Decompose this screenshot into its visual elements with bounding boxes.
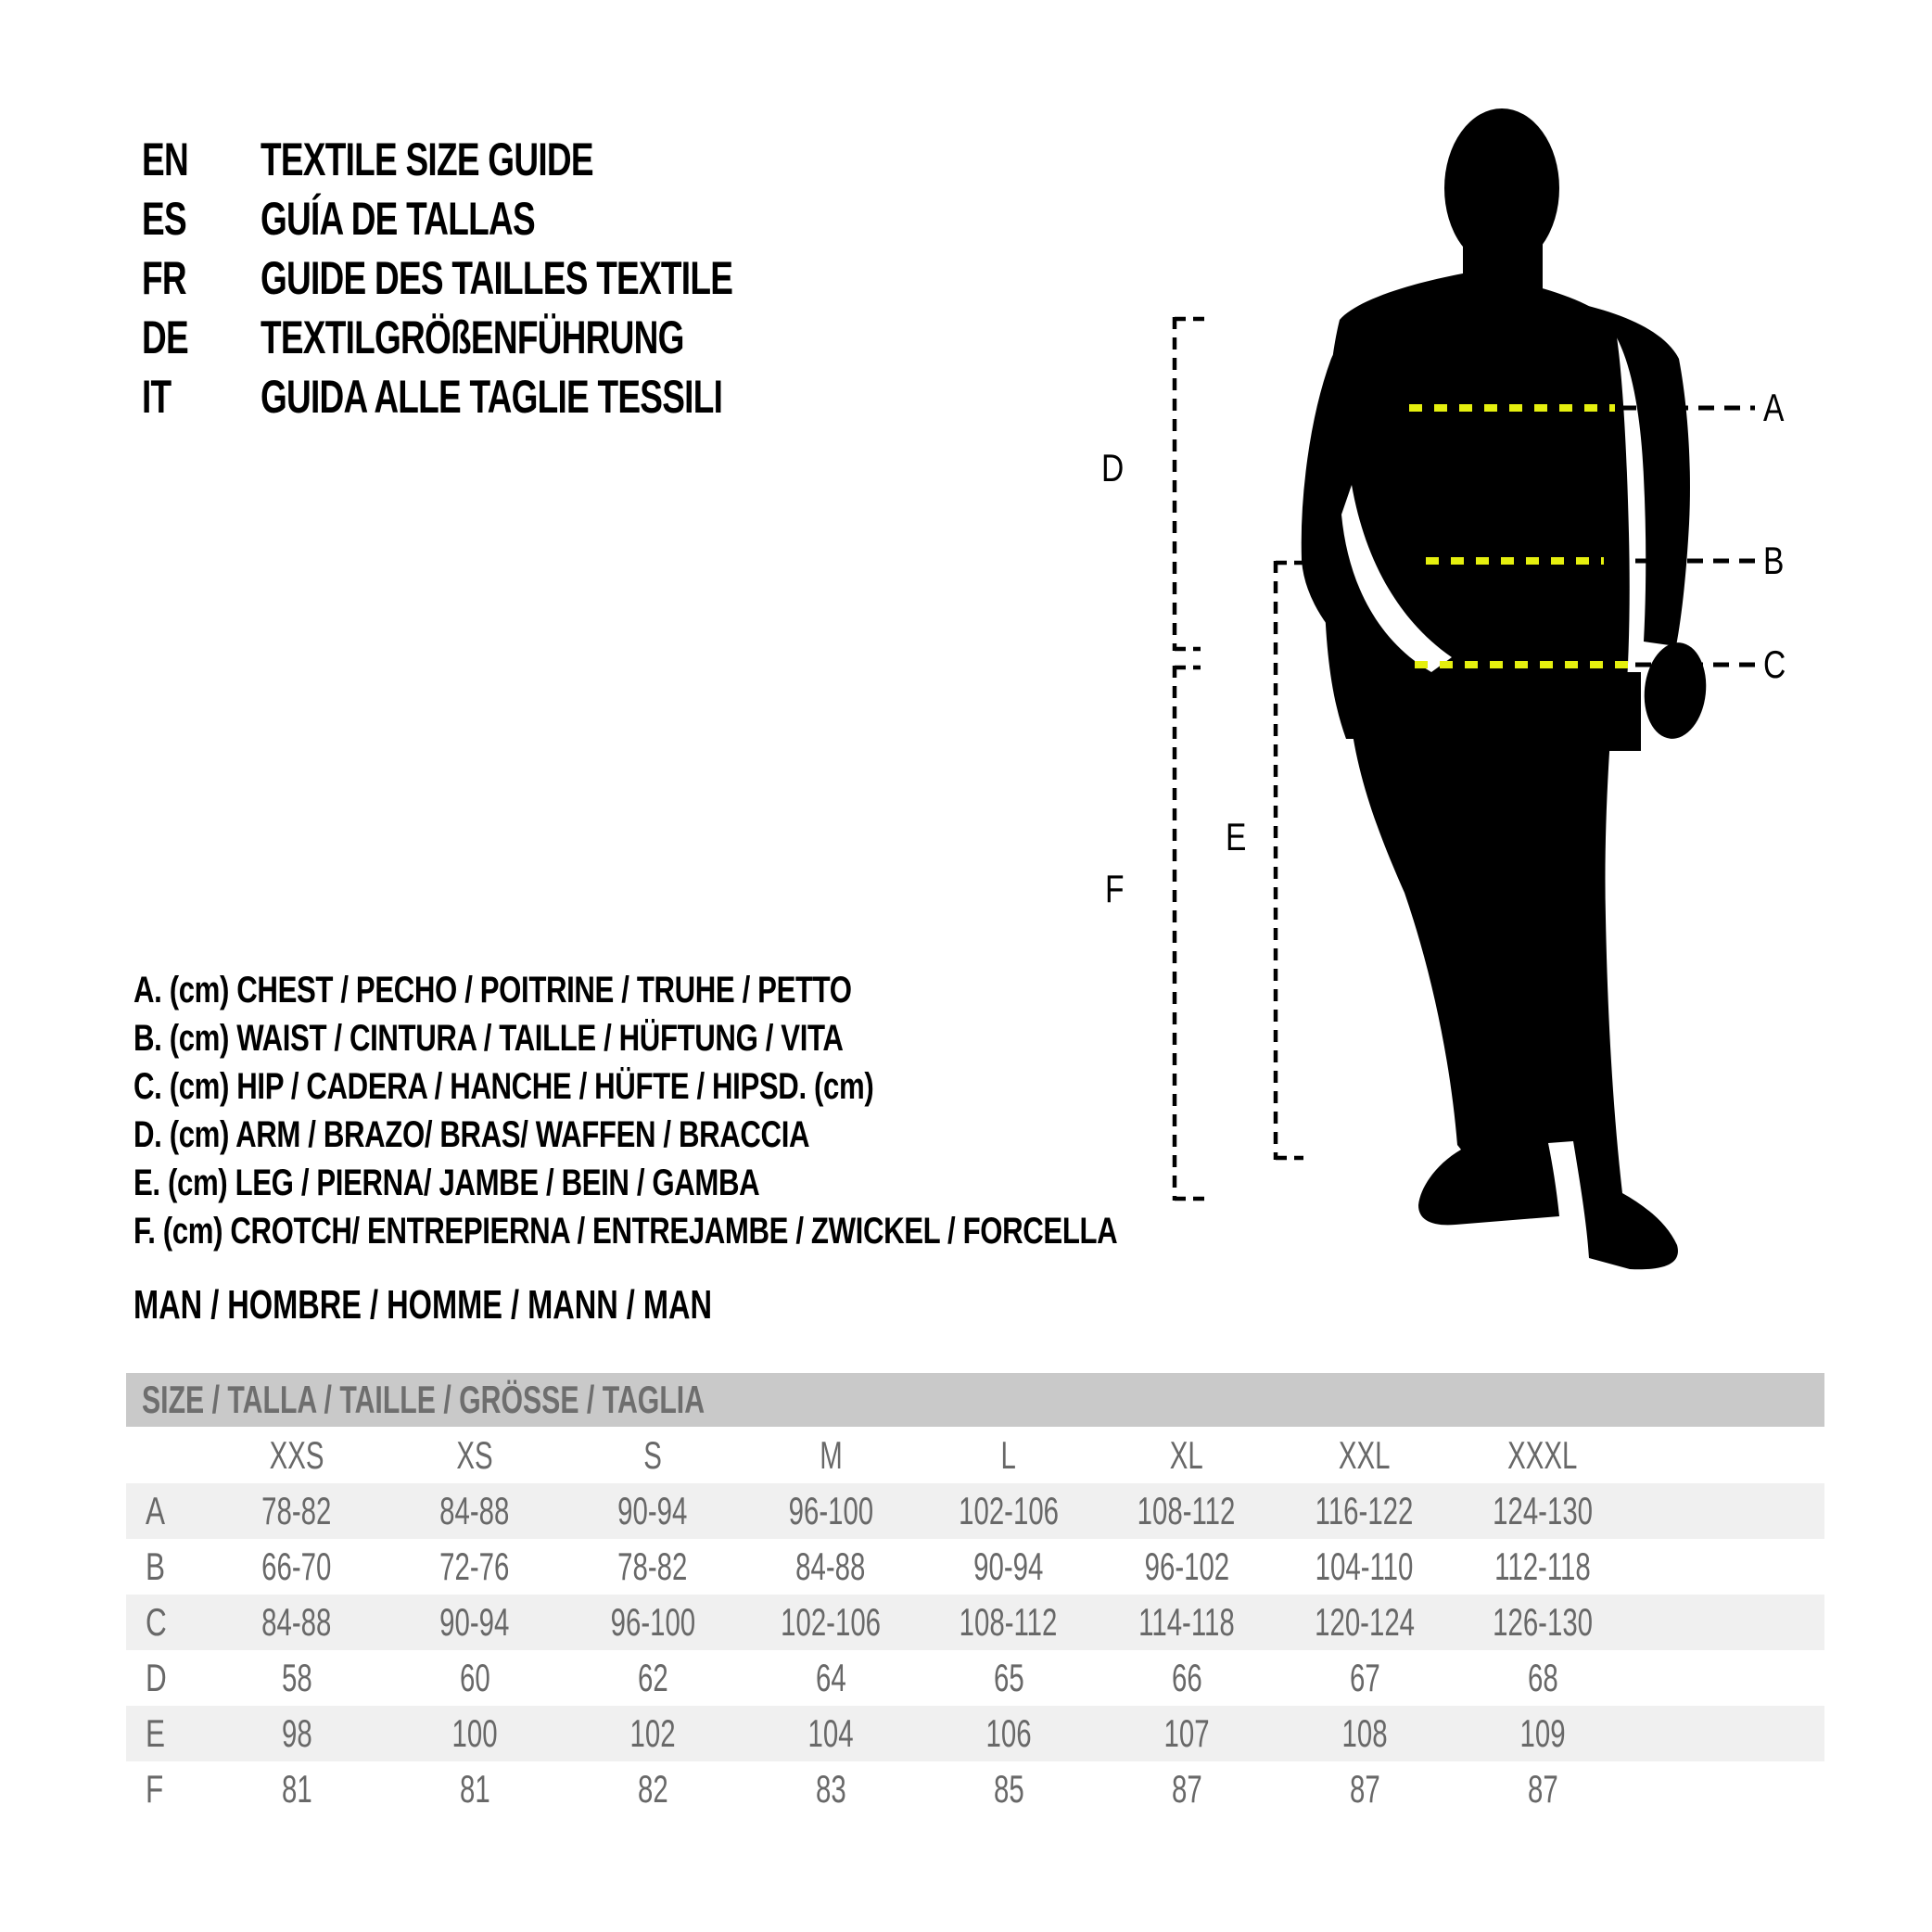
size-cell: 96-100 <box>788 1489 873 1532</box>
size-table-title: SIZE / TALLA / TAILLE / GRÖSSE / TAGLIA <box>142 1378 705 1421</box>
measurement-line <box>133 1111 1395 1159</box>
size-cell: 85 <box>993 1767 1024 1811</box>
size-cell: 124-130 <box>1493 1489 1593 1532</box>
torso <box>1324 273 1630 739</box>
size-cell: 68 <box>1527 1656 1558 1699</box>
size-row-label: F <box>146 1767 164 1811</box>
size-table-row-c <box>126 1595 1824 1650</box>
measurement-line <box>133 1207 1395 1255</box>
size-cell: 90-94 <box>617 1489 688 1532</box>
size-cell: 66 <box>1171 1656 1202 1699</box>
size-cell: 102 <box>629 1711 676 1755</box>
language-title: TEXTILGRÖßENFÜHRUNG <box>261 311 684 363</box>
size-cell: 82 <box>637 1767 668 1811</box>
callout-letter: F <box>1105 867 1125 910</box>
size-cell: 78-82 <box>617 1544 688 1588</box>
callout-label-hip <box>1763 641 1791 689</box>
size-cell: 96-100 <box>610 1600 695 1644</box>
size-cell: 100 <box>451 1711 498 1755</box>
size-row-label: B <box>146 1544 166 1588</box>
size-table-row-a <box>126 1483 1824 1539</box>
measurement-text: E. (cm) LEG / PIERNA/ JAMBE / BEIN / GAMBA <box>133 1162 760 1203</box>
callout-label-waist <box>1763 537 1789 585</box>
size-col-header: XL <box>1170 1432 1203 1477</box>
measurement-text: A. (cm) CHEST / PECHO / POITRINE / TRUHE / PETTO <box>133 969 852 1010</box>
measurement-line <box>133 1159 1395 1207</box>
size-col-header: M <box>819 1432 843 1477</box>
size-cell: 116-122 <box>1316 1489 1414 1532</box>
measurement-line <box>133 1062 1395 1111</box>
language-row <box>142 308 898 367</box>
size-col-header: XXXL <box>1507 1432 1578 1477</box>
size-cell: 64 <box>815 1656 846 1699</box>
legs-and-shoes <box>1348 691 1678 1269</box>
size-cell: 87 <box>1527 1767 1558 1811</box>
category-line <box>133 1283 915 1328</box>
size-row-label: D <box>146 1656 167 1699</box>
language-code: DE <box>142 311 188 363</box>
size-cell: 96-102 <box>1144 1544 1229 1588</box>
language-row <box>142 367 898 426</box>
size-cell: 87 <box>1349 1767 1380 1811</box>
size-cell: 84-88 <box>261 1600 332 1644</box>
measurement-line <box>133 966 1395 1014</box>
callout-letter: C <box>1763 642 1786 686</box>
size-col-header: XXS <box>269 1432 324 1477</box>
size-cell: 108-112 <box>960 1600 1058 1644</box>
measurement-text: B. (cm) WAIST / CINTURA / TAILLE / HÜFTUNG / VITA <box>133 1017 844 1059</box>
callout-label-crotch <box>1072 865 1129 913</box>
callout-letter: B <box>1763 539 1785 582</box>
size-cell: 98 <box>281 1711 312 1755</box>
size-row-label: C <box>146 1600 167 1644</box>
language-title: GUIDA ALLE TAGLIE TESSILI <box>261 371 723 423</box>
size-cell: 108 <box>1341 1711 1388 1755</box>
language-code: IT <box>142 371 172 423</box>
size-table-row-e <box>126 1706 1824 1761</box>
measurement-text: C. (cm) HIP / CADERA / HANCHE / HÜFTE / HIPSD. (cm) <box>133 1065 874 1107</box>
size-table-title-bar <box>126 1373 1824 1427</box>
armpit-gap-right <box>1630 522 1642 652</box>
size-cell: 104 <box>807 1711 854 1755</box>
callout-letter: E <box>1226 815 1247 858</box>
language-title: GUÍA DE TALLAS <box>261 193 535 245</box>
size-cell: 102-106 <box>781 1600 881 1644</box>
size-cell: 104-110 <box>1316 1544 1414 1588</box>
size-cell: 90-94 <box>439 1600 510 1644</box>
size-cell: 120-124 <box>1315 1600 1415 1644</box>
size-cell: 72-76 <box>439 1544 510 1588</box>
size-col-header: XXL <box>1339 1432 1391 1477</box>
size-cell: 81 <box>459 1767 490 1811</box>
callout-label-arm <box>1072 444 1129 492</box>
language-code: FR <box>142 252 186 304</box>
size-cell: 90-94 <box>973 1544 1044 1588</box>
right-hand <box>1640 640 1711 742</box>
language-row <box>142 248 898 308</box>
size-cell: 109 <box>1519 1711 1566 1755</box>
size-cell: 114-118 <box>1138 1600 1235 1644</box>
size-cell: 62 <box>637 1656 668 1699</box>
size-cell: 78-82 <box>261 1489 332 1532</box>
size-table-row-b <box>126 1539 1824 1595</box>
language-title: TEXTILE SIZE GUIDE <box>261 133 593 185</box>
language-code: ES <box>142 193 186 245</box>
measurement-text: D. (cm) ARM / BRAZO/ BRAS/ WAFFEN / BRACCIA <box>133 1113 810 1155</box>
size-cell: 60 <box>459 1656 490 1699</box>
callout-letter: D <box>1100 446 1124 489</box>
size-cell: 112-118 <box>1494 1544 1591 1588</box>
size-col-header: XS <box>456 1432 493 1477</box>
language-code: EN <box>142 133 188 185</box>
size-cell: 58 <box>281 1656 312 1699</box>
size-table-header-row <box>126 1427 1824 1483</box>
size-cell: 107 <box>1163 1711 1210 1755</box>
size-cell: 84-88 <box>795 1544 866 1588</box>
size-cell: 84-88 <box>439 1489 510 1532</box>
callout-label-chest <box>1763 384 1789 432</box>
size-cell: 106 <box>985 1711 1032 1755</box>
size-cell: 102-106 <box>959 1489 1059 1532</box>
language-row <box>142 130 898 189</box>
size-table <box>126 1373 1824 1817</box>
language-title-list <box>142 130 898 426</box>
size-cell: 67 <box>1349 1656 1380 1699</box>
size-cell: 87 <box>1171 1767 1202 1811</box>
size-col-header: S <box>643 1432 662 1477</box>
size-cell: 65 <box>993 1656 1024 1699</box>
size-cell: 83 <box>815 1767 846 1811</box>
size-table-row-f <box>126 1761 1824 1817</box>
size-row-label: E <box>146 1711 166 1755</box>
size-col-header: L <box>1000 1432 1017 1477</box>
size-table-row-d <box>126 1650 1824 1706</box>
measurement-line <box>133 1014 1395 1062</box>
size-row-label: A <box>146 1489 166 1532</box>
callout-letter: A <box>1763 386 1785 429</box>
size-cell: 108-112 <box>1138 1489 1236 1532</box>
measurement-legend <box>133 966 1395 1255</box>
callout-label-leg <box>1226 813 1252 861</box>
size-cell: 66-70 <box>261 1544 332 1588</box>
size-cell: 81 <box>281 1767 312 1811</box>
measurement-text: F. (cm) CROTCH/ ENTREPIERNA / ENTREJAMBE / ZWICKEL / FORCELLA <box>133 1210 1118 1252</box>
size-cell: 126-130 <box>1493 1600 1593 1644</box>
category-text: MAN / HOMBRE / HOMME / MANN / MAN <box>133 1282 713 1328</box>
language-row <box>142 189 898 248</box>
language-title: GUIDE DES TAILLES TEXTILE <box>261 252 733 304</box>
